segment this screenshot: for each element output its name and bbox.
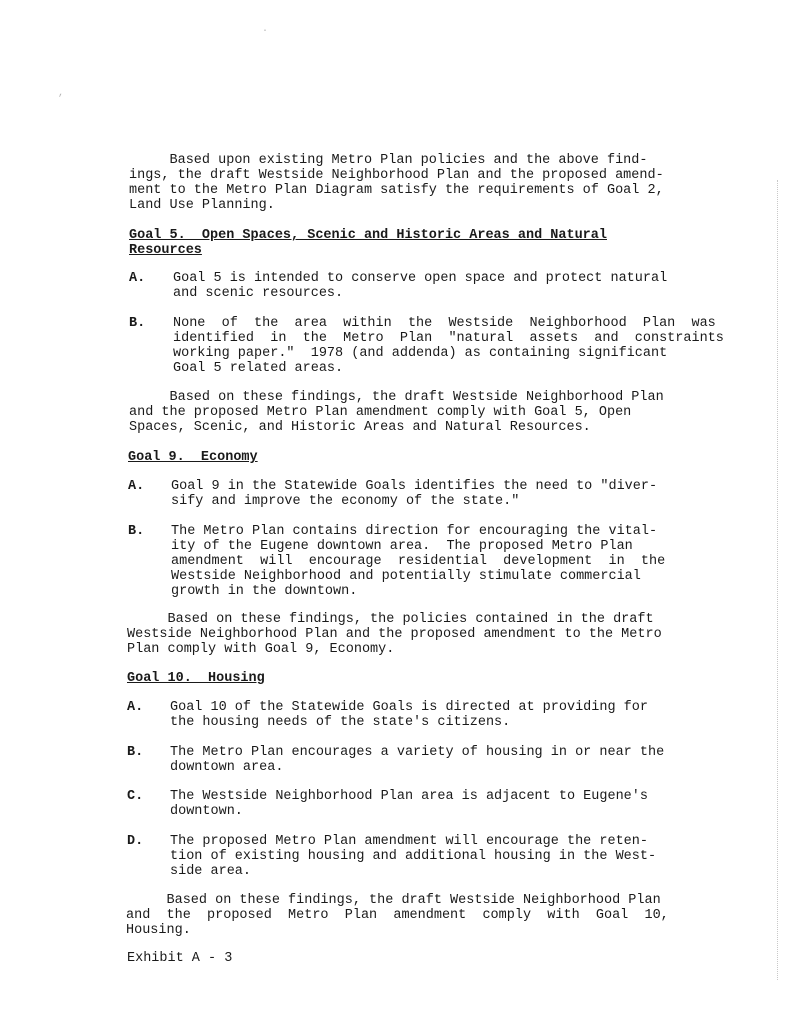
item-letter: C. bbox=[127, 789, 144, 804]
exhibit-footer: Exhibit A - 3 bbox=[127, 951, 233, 966]
goal10-item-d bbox=[127, 834, 727, 882]
scan-speck: . bbox=[262, 24, 269, 35]
goal9-conclusion: Based on these findings, the policies contained in the draft Westside Neighborhood Plan and the proposed amendment to the Metro Plan comply with Goal 9, Economy. bbox=[127, 612, 662, 657]
goal9-item-a bbox=[128, 479, 728, 511]
goal10-conclusion: Based on these findings, the draft Westside Neighborhood Plan and the proposed Metro Plan amendment comply with Goal 10, Housing. bbox=[126, 893, 669, 938]
goal5-conclusion: Based on these findings, the draft Westside Neighborhood Plan and the proposed Metro Plan amendment comply with Goal 5, Open Spaces, Scenic, and Historic Areas and Natural Resources. bbox=[129, 390, 664, 435]
item-text: Goal 9 in the Statewide Goals identifies the need to "diver- sify and improve the economy of the state." bbox=[171, 479, 658, 509]
goal10-item-c bbox=[127, 789, 727, 821]
scan-edge-line bbox=[777, 180, 778, 980]
item-text: None of the area within the Westside Neighborhood Plan was identified in the Metro Plan "natural assets and constraints working paper." 1978 (and addenda) as containing significant Goal 5 related areas. bbox=[173, 316, 724, 376]
item-text: The Metro Plan contains direction for encouraging the vital- ity of the Eugene downtown area. The proposed Metro Plan amendment will encourage residential development in the Westside Neighborhood and potentially stimulate commercial growth in the downtown. bbox=[171, 524, 666, 599]
goal10-item-a bbox=[127, 700, 727, 732]
item-text: Goal 10 of the Statewide Goals is directed at providing for the housing needs of the state's citizens. bbox=[170, 700, 648, 730]
item-letter: A. bbox=[127, 700, 144, 715]
goal5-item-a bbox=[129, 271, 729, 311]
item-letter: B. bbox=[128, 524, 145, 539]
item-text: The Westside Neighborhood Plan area is adjacent to Eugene's downtown. bbox=[170, 789, 648, 819]
intro-paragraph: Based upon existing Metro Plan policies and the above find- ings, the draft Westside Neighborhood Plan and the proposed amend- ment to the Metro Plan Diagram satisfy the requirements of Goal 2, Land Use Planning. bbox=[129, 153, 664, 213]
item-letter: B. bbox=[129, 316, 146, 331]
goal5-item-b bbox=[129, 316, 729, 378]
item-text: Goal 5 is intended to conserve open space and protect natural and scenic resources. bbox=[173, 271, 668, 301]
item-letter: A. bbox=[128, 479, 145, 494]
goal9-heading: Goal 9. Economy bbox=[128, 450, 258, 465]
goal5-heading: Goal 5. Open Spaces, Scenic and Historic Areas and Natural Resources bbox=[129, 228, 607, 258]
scan-speck: , bbox=[58, 88, 65, 99]
item-text: The Metro Plan encourages a variety of housing in or near the downtown area. bbox=[170, 745, 665, 775]
item-text: The proposed Metro Plan amendment will encourage the reten- tion of existing housing and additional housing in the West- side area. bbox=[170, 834, 657, 879]
item-letter: D. bbox=[127, 834, 144, 849]
item-letter: A. bbox=[129, 271, 146, 286]
goal9-item-b bbox=[128, 524, 728, 600]
goal10-item-b bbox=[127, 745, 727, 777]
item-letter: B. bbox=[127, 745, 144, 760]
goal10-heading: Goal 10. Housing bbox=[127, 671, 265, 686]
